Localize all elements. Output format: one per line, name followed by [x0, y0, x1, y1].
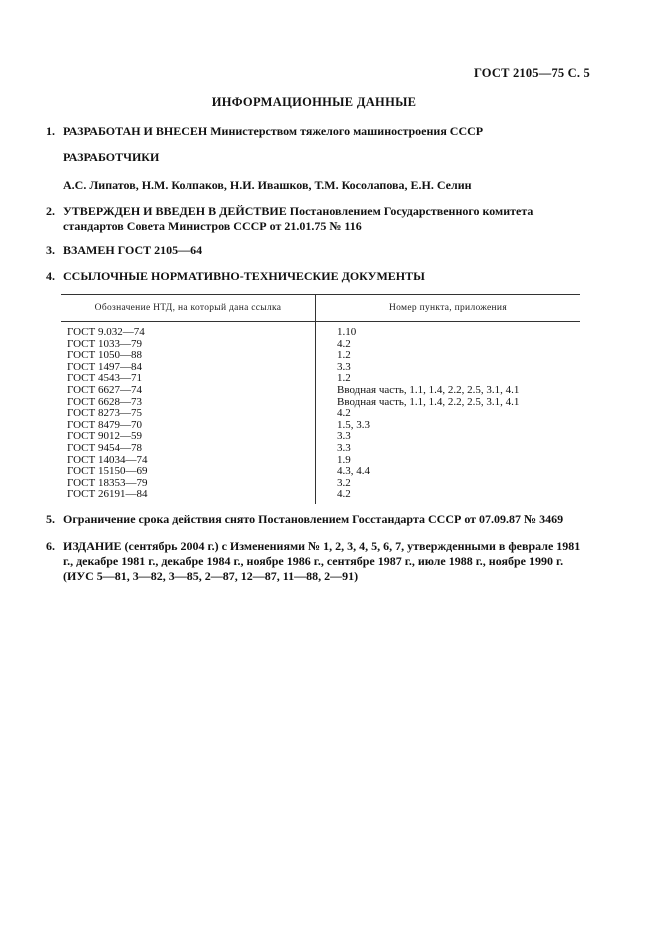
table-cell-designation: ГОСТ 26191—84	[61, 489, 316, 504]
section-3-body	[63, 243, 588, 258]
section-1-body	[63, 124, 588, 139]
section-5	[46, 512, 588, 527]
table-cell-clause: 4.3, 4.4	[337, 465, 370, 478]
table-cell-clause: 4.2	[337, 407, 351, 420]
table-cell-designation: ГОСТ 4543—71	[61, 373, 316, 385]
section-6	[46, 539, 588, 584]
table-cell-designation: ГОСТ 8273—75	[61, 408, 316, 420]
section-2-text: Постановлением Государственного комитета стандартов Совета Министров СССР от 21.01.75 № 116	[63, 204, 534, 233]
document-title: ИНФОРМАЦИОННЫЕ ДАННЫЕ	[211, 95, 417, 109]
section-4	[46, 269, 588, 284]
section-4-number: 4.	[46, 269, 55, 283]
table-row	[61, 443, 580, 455]
table-row	[61, 466, 580, 478]
developers-heading: РАЗРАБОТЧИКИ	[63, 150, 160, 164]
table-cell-designation: ГОСТ 15150—69	[61, 466, 316, 478]
table-header-clause: Номер пункта, приложения	[316, 295, 581, 322]
page-header: ГОСТ 2105—75 С. 5	[473, 66, 590, 80]
table-cell-clause: Вводная часть, 1.1, 1.4, 2.2, 2.5, 3.1, 4.1	[337, 395, 520, 408]
table-cell-designation: ГОСТ 8479—70	[61, 420, 316, 432]
section-5-body: Ограничение срока действия снято Постановлением Госстандарта СССР от 07.09.87 № 3469	[63, 512, 564, 526]
section-3-bold: ВЗАМЕН ГОСТ 2105—64	[63, 243, 203, 257]
table-cell-clause: 3.2	[337, 476, 351, 489]
developers-list: А.С. Липатов, Н.М. Колпаков, Н.И. Ивашков, Т.М. Косолапова, Е.Н. Селин	[63, 178, 472, 192]
table-cell-designation: ГОСТ 1033—79	[61, 339, 316, 351]
table-cell-designation: ГОСТ 9012—59	[61, 431, 316, 443]
section-2-body	[63, 204, 588, 234]
section-4-bold: ССЫЛОЧНЫЕ НОРМАТИВНО-ТЕХНИЧЕСКИЕ ДОКУМЕНТЫ	[63, 269, 425, 283]
section-5-number: 5.	[46, 512, 55, 526]
section-1-number: 1.	[46, 124, 55, 138]
table-cell-clause: 1.2	[337, 372, 351, 385]
section-1-bold: РАЗРАБОТАН И ВНЕСЕН	[63, 124, 208, 138]
table-cell-clause: 3.3	[337, 430, 351, 443]
table-row	[61, 408, 580, 420]
section-4-body	[63, 269, 588, 284]
table-cell-designation: ГОСТ 6628—73	[61, 397, 316, 409]
table-row	[61, 322, 580, 339]
table-cell-designation: ГОСТ 1050—88	[61, 350, 316, 362]
section-1-text: Министерством тяжелого машиностроения СССР	[207, 124, 484, 138]
table-row	[61, 489, 580, 504]
table-cell-clause: 3.3	[337, 360, 351, 373]
table-cell-clause: 4.2	[337, 337, 351, 350]
table-cell-designation: ГОСТ 6627—74	[61, 385, 316, 397]
section-3-number: 3.	[46, 243, 55, 257]
table-cell-designation: ГОСТ 9.032—74	[61, 322, 316, 339]
section-2-number: 2.	[46, 204, 55, 218]
section-2-bold: УТВЕРЖДЕН И ВВЕДЕН В ДЕЙСТВИЕ	[63, 204, 287, 218]
table-cell-clause: Вводная часть, 1.1, 1.4, 2.2, 2.5, 3.1, 4.1	[337, 383, 520, 396]
table-cell-designation: ГОСТ 9454—78	[61, 443, 316, 455]
table-cell-designation: ГОСТ 14034—74	[61, 455, 316, 467]
section-2	[46, 204, 588, 234]
table-cell-clause: 1.10	[337, 326, 357, 338]
section-6-body: ИЗДАНИЕ (сентябрь 2004 г.) с Изменениями № 1, 2, 3, 4, 5, 6, 7, утвержденными в феврале 1981 г., декабре 1981 г., декабре 1984 г., ноябре 1986 г., сентябре 1987 г., июле 1988 г., ноябре 1990 г. (ИУС 5—81, 3—82, 3—85, 2—87, 12—87, 11—88, 2—91)	[63, 539, 581, 583]
table-cell-clause: 1.9	[337, 453, 351, 466]
table-cell-clause: 3.3	[337, 441, 351, 454]
reference-documents-table	[61, 294, 580, 504]
table-cell-clause: 1.2	[337, 349, 351, 362]
section-1	[46, 124, 588, 139]
section-6-number: 6.	[46, 539, 55, 553]
table-cell-clause: 4.2	[337, 488, 351, 501]
table-header-designation: Обозначение НТД, на который дана ссылка	[61, 295, 316, 322]
table-header-row	[61, 295, 580, 322]
table-cell-designation: ГОСТ 1497—84	[61, 362, 316, 374]
table-row	[61, 385, 580, 397]
table-cell-clause: 1.5, 3.3	[337, 418, 370, 431]
table-cell-designation: ГОСТ 18353—79	[61, 478, 316, 490]
section-3	[46, 243, 588, 258]
